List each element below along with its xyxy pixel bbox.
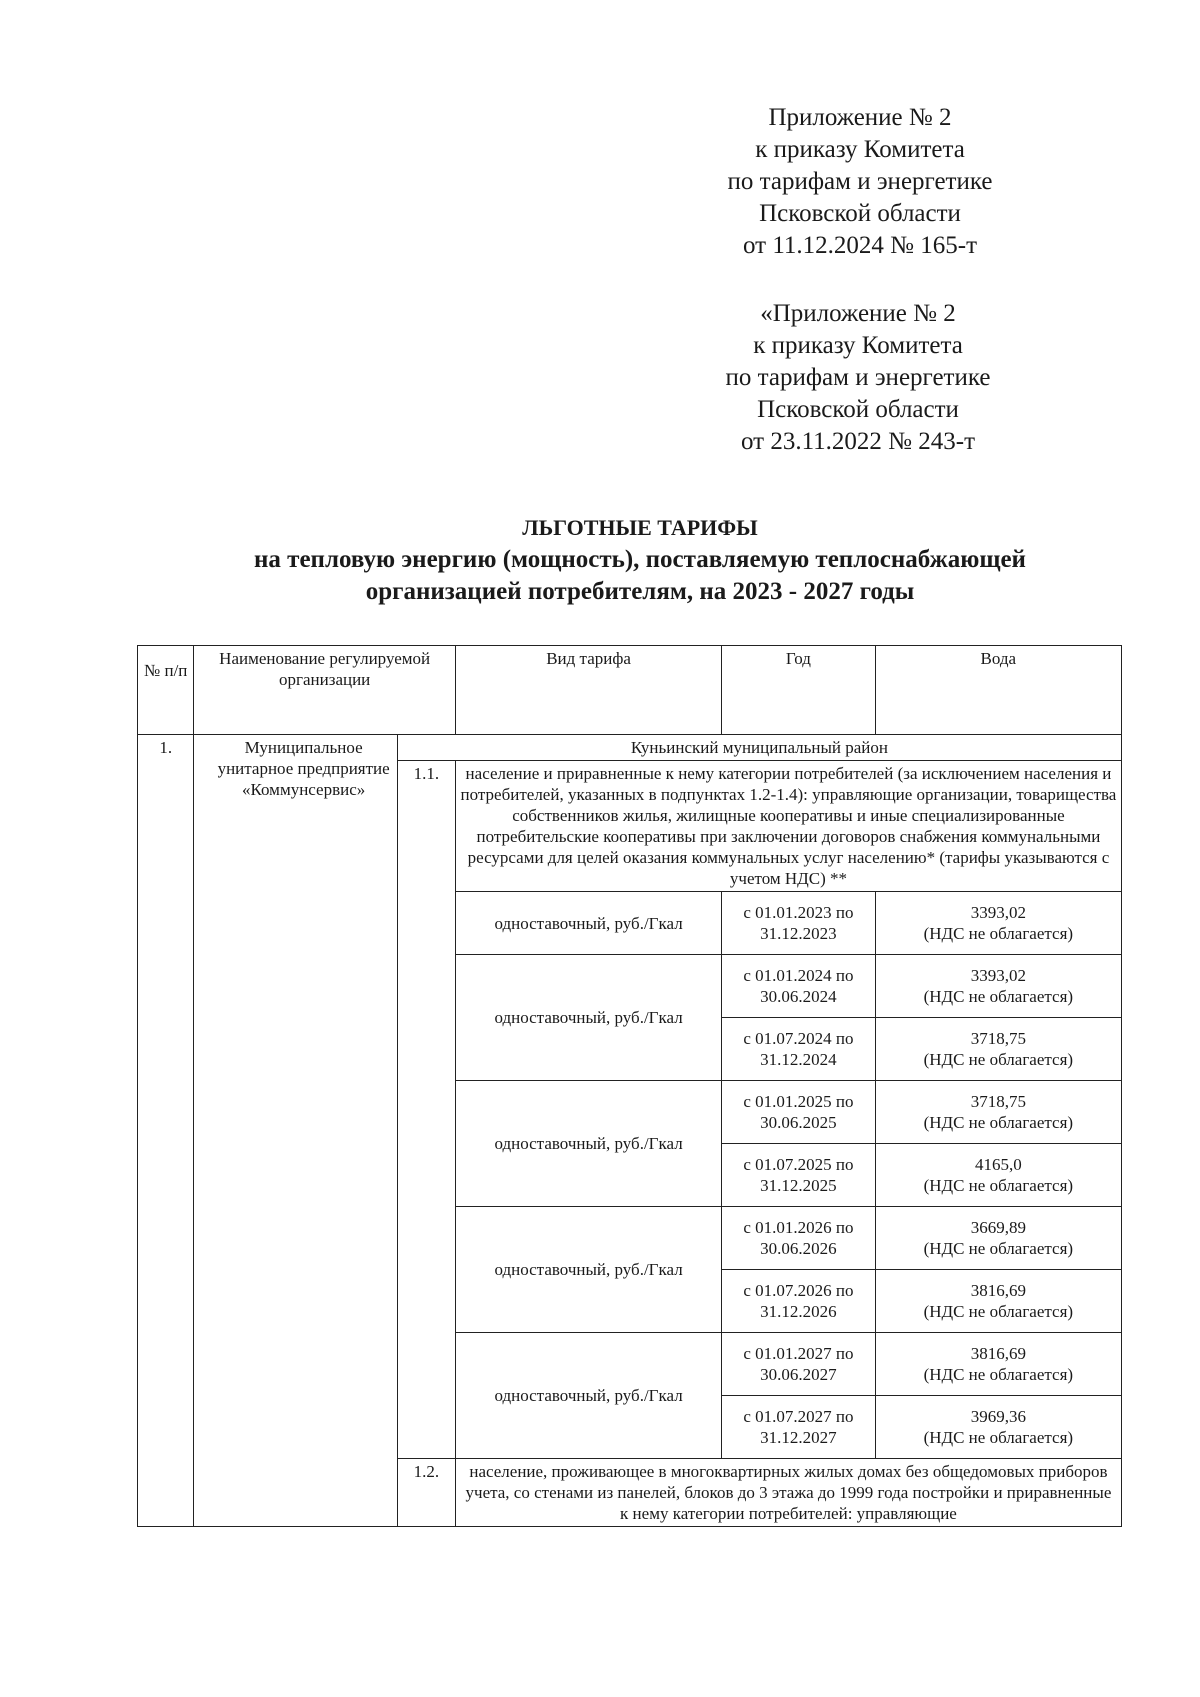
tariff-type: одноставочный, руб./Гкал (455, 1081, 721, 1207)
tariff-type: одноставочный, руб./Гкал (455, 1207, 721, 1333)
title-line-2: на тепловую энергию (мощность), поставляемую теплоснабжающей (254, 546, 1026, 573)
tariff-value: 4165,0 (НДС не облагается) (875, 1144, 1121, 1207)
tariff-type: одноставочный, руб./Гкал (455, 1333, 721, 1459)
tariff-period: с 01.07.2026 по 31.12.2026 (722, 1270, 875, 1333)
appendix-line: Псковской области (759, 200, 961, 227)
tariff-period: с 01.01.2024 по 30.06.2024 (722, 955, 875, 1018)
header-org: Наименование регулируемой организации (194, 646, 455, 735)
district-name: Куньинский муниципальный район (397, 735, 1121, 761)
appendix-line: по тарифам и энергетике (725, 364, 991, 391)
tariff-value: 3669,89 (НДС не облагается) (875, 1207, 1121, 1270)
appendix-line: к приказу Комитета (753, 332, 963, 359)
tariff-value: 3816,69 (НДС не облагается) (875, 1333, 1121, 1396)
appendix-line: Псковской области (757, 396, 959, 423)
header-year: Год (722, 646, 875, 735)
tariff-value: 3718,75 (НДС не облагается) (875, 1081, 1121, 1144)
tariff-period: с 01.01.2025 по 30.06.2025 (722, 1081, 875, 1144)
header-num: № п/п (138, 646, 194, 735)
header-value: Вода (875, 646, 1121, 735)
tariff-period: с 01.01.2026 по 30.06.2026 (722, 1207, 875, 1270)
appendix-header-previous (698, 298, 1018, 458)
tariff-period: с 01.01.2023 по 31.12.2023 (722, 892, 875, 955)
tariff-value: 3718,75 (НДС не облагается) (875, 1018, 1121, 1081)
appendix-line: от 23.11.2022 № 243-т (740, 428, 976, 455)
tariff-value: 3393,02 (НДС не облагается) (875, 892, 1121, 955)
document-title (150, 512, 1130, 608)
title-line-3: организацией потребителям, на 2023 - 2027 годы (365, 578, 915, 605)
sub-category-number: 1.2. (397, 1459, 455, 1527)
header-type: Вид тарифа (455, 646, 721, 735)
tariff-period: с 01.07.2027 по 31.12.2027 (722, 1396, 875, 1459)
sub-category-description: население и приравненные к нему категории потребителей (за исключением населения и потребителей, указанных в подпунктах 1.2-1.4): управляющие организации, товарищества собственников жилья, жилищные кооперативы и иные специализированные потребительские кооперативы при заключении договоров снабжения коммунальными ресурсами для целей оказания коммунальных услуг населению* (тарифы указываются с учетом НДС) ** (455, 761, 1121, 892)
row-number: 1. (138, 735, 194, 1527)
tariff-period: с 01.07.2024 по 31.12.2024 (722, 1018, 875, 1081)
appendix-header-current (700, 102, 1020, 262)
title-line-1: ЛЬГОТНЫЕ ТАРИФЫ (522, 515, 758, 540)
tariff-value: 3816,69 (НДС не облагается) (875, 1270, 1121, 1333)
tariff-period: с 01.07.2025 по 31.12.2025 (722, 1144, 875, 1207)
tariff-type: одноставочный, руб./Гкал (455, 892, 721, 955)
tariff-value: 3393,02 (НДС не облагается) (875, 955, 1121, 1018)
district-row (138, 735, 1122, 761)
sub-category-number: 1.1. (397, 761, 455, 1459)
appendix-line: от 11.12.2024 № 165-т (742, 232, 978, 259)
appendix-line: «Приложение № 2 (760, 300, 956, 327)
appendix-line: Приложение № 2 (768, 104, 952, 131)
organization-name: Муниципальное унитарное предприятие «Коммунсервис» (194, 735, 397, 1527)
sub-category-description: население, проживающее в многоквартирных жилых домах без общедомовых приборов учета, со стенами из панелей, блоков до 3 этажа до 1999 года постройки и приравненные к нему категории потребителей: управляющие (455, 1459, 1121, 1527)
tariff-period: с 01.01.2027 по 30.06.2027 (722, 1333, 875, 1396)
appendix-line: к приказу Комитета (755, 136, 965, 163)
table-header-row (138, 646, 1122, 735)
appendix-line: по тарифам и энергетике (727, 168, 993, 195)
tariff-value: 3969,36 (НДС не облагается) (875, 1396, 1121, 1459)
tariff-table (137, 645, 1122, 1527)
tariff-type: одноставочный, руб./Гкал (455, 955, 721, 1081)
